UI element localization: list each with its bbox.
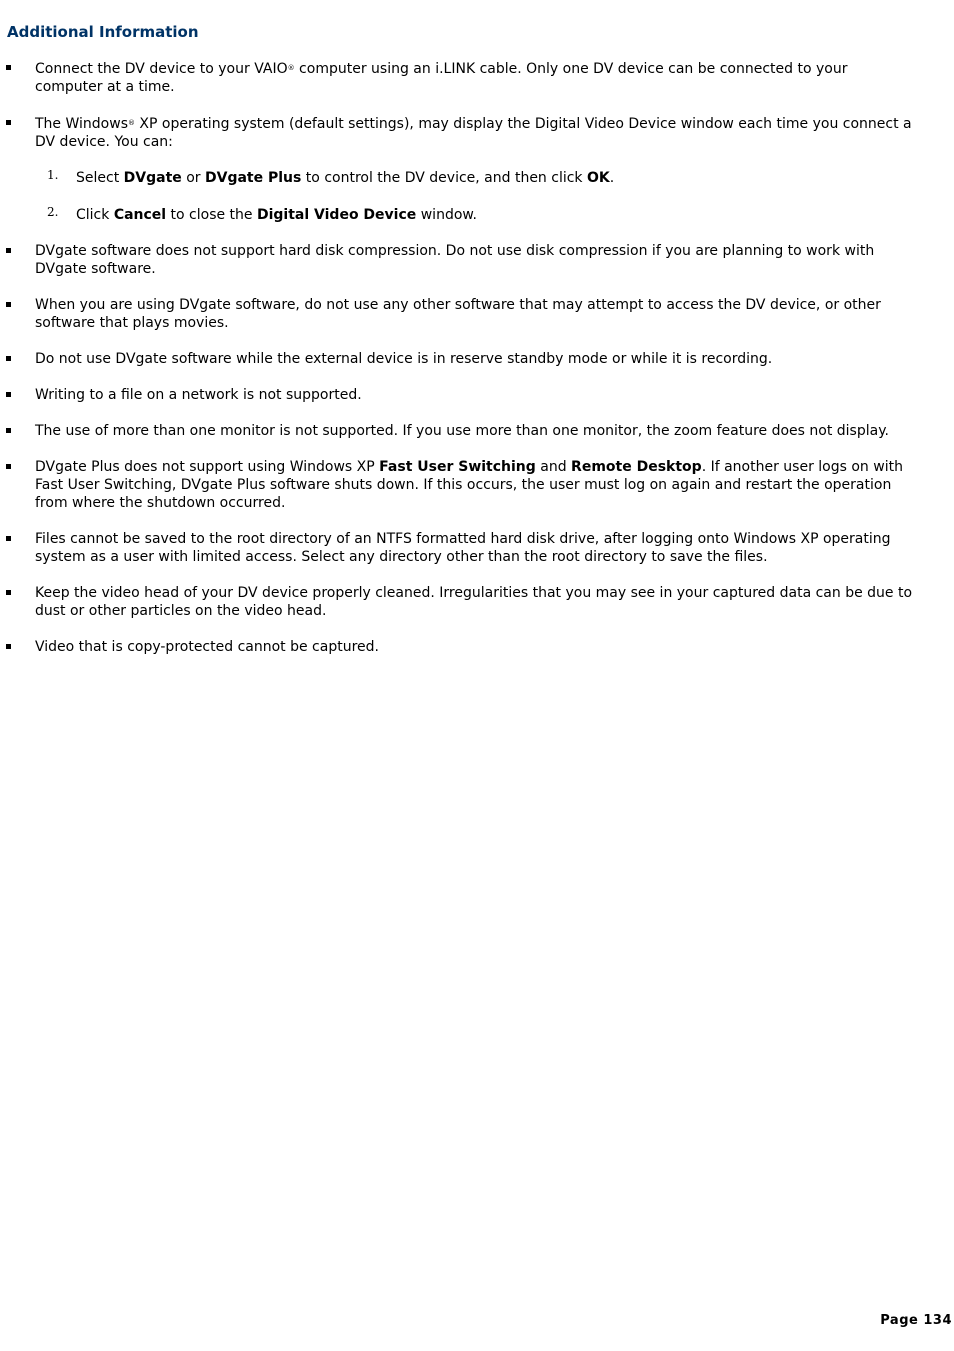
text-run: to close the	[166, 207, 257, 223]
list-item	[0, 114, 954, 224]
section-heading: Additional Information	[7, 23, 199, 41]
square-bullet-icon	[6, 590, 11, 595]
square-bullet-icon	[6, 536, 11, 541]
square-bullet-icon	[6, 248, 11, 253]
bold-term: Digital Video Device	[256, 207, 417, 223]
text-run: Do not use DVgate software while the external device is in reserve standby mode or while it is recording.	[35, 351, 773, 367]
text-run: DVgate Plus does not support using Windows XP	[35, 459, 380, 475]
square-bullet-icon	[6, 356, 11, 361]
square-bullet-icon	[6, 65, 11, 70]
list-item-text	[35, 422, 914, 440]
step-text	[76, 169, 914, 187]
square-bullet-icon	[6, 392, 11, 397]
text-run: window.	[416, 207, 478, 223]
list-item-text	[35, 59, 914, 96]
list-item	[0, 59, 954, 96]
text-run: The use of more than one monitor is not supported. If you use more than one monitor, the zoom feature does not display.	[35, 423, 889, 439]
list-item-text	[35, 296, 914, 332]
square-bullet-icon	[6, 302, 11, 307]
text-run: When you are using DVgate software, do not use any other software that may attempt to access the DV device, or other software that plays movies.	[35, 297, 881, 331]
list-item-text	[35, 242, 914, 278]
list-item-text	[35, 114, 914, 151]
text-run: . If another user logs on with Fast User Switching, DVgate Plus software shuts down. If this occurs, the user must log on again and restart the operation from where the shutdown occurred.	[35, 459, 903, 511]
square-bullet-icon	[6, 644, 11, 649]
page-number: Page 134	[880, 1313, 952, 1328]
bold-term: DVgate Plus	[205, 170, 302, 186]
bold-term: DVgate	[123, 170, 182, 186]
square-bullet-icon	[6, 464, 11, 469]
list-item-text	[35, 530, 914, 566]
text-run: Select	[76, 170, 124, 186]
step-number: 1.	[47, 168, 59, 182]
text-run: to control the DV device, and then click	[301, 170, 587, 186]
step-item	[35, 169, 914, 187]
text-run: Writing to a file on a network is not supported.	[35, 387, 362, 403]
text-run: computer using an i.LINK cable. Only one DV device can be connected to your computer at a time.	[35, 61, 848, 95]
list-item	[0, 296, 954, 332]
list-item	[0, 386, 954, 404]
list-item	[0, 638, 954, 656]
step-text	[76, 206, 914, 224]
text-run: XP operating system (default settings), may display the Digital Video Device window each time you connect a DV device. You can:	[35, 116, 912, 150]
text-run: or	[181, 170, 205, 186]
list-item	[0, 530, 954, 566]
text-run: and	[535, 459, 572, 475]
list-item-text	[35, 386, 914, 404]
text-run: Video that is copy-protected cannot be captured.	[35, 639, 379, 655]
list-item-text	[35, 638, 914, 656]
step-number: 2.	[47, 205, 59, 219]
text-run: .	[609, 170, 615, 186]
list-item-text	[35, 350, 914, 368]
text-run: Connect the DV device to your VAIO	[35, 61, 288, 77]
text-run: Files cannot be saved to the root directory of an NTFS formatted hard disk drive, after logging onto Windows XP operating system as a user with limited access. Select any directory other than the root directory to save the files.	[35, 531, 891, 565]
list-item	[0, 458, 954, 512]
bold-term: Cancel	[113, 207, 167, 223]
bold-term: Remote Desktop	[571, 459, 702, 475]
list-item-text	[35, 584, 914, 620]
list-item	[0, 422, 954, 440]
list-item	[0, 584, 954, 620]
text-run: The Windows	[35, 116, 128, 132]
text-run: DVgate software does not support hard disk compression. Do not use disk compression if you are planning to work with DVgate software.	[35, 243, 875, 277]
text-run: Keep the video head of your DV device properly cleaned. Irregularities that you may see in your captured data can be due to dust or other particles on the video head.	[35, 585, 913, 619]
info-list	[0, 59, 954, 674]
text-run: Click	[76, 207, 114, 223]
list-item	[0, 350, 954, 368]
step-item	[35, 206, 914, 224]
list-item	[0, 242, 954, 278]
list-item-text	[35, 458, 914, 512]
registered-mark: ®	[127, 119, 135, 127]
registered-mark: ®	[287, 64, 295, 72]
bold-term: OK	[587, 170, 610, 186]
square-bullet-icon	[6, 120, 11, 125]
square-bullet-icon	[6, 428, 11, 433]
numbered-steps	[35, 169, 914, 224]
bold-term: Fast User Switching	[379, 459, 536, 475]
